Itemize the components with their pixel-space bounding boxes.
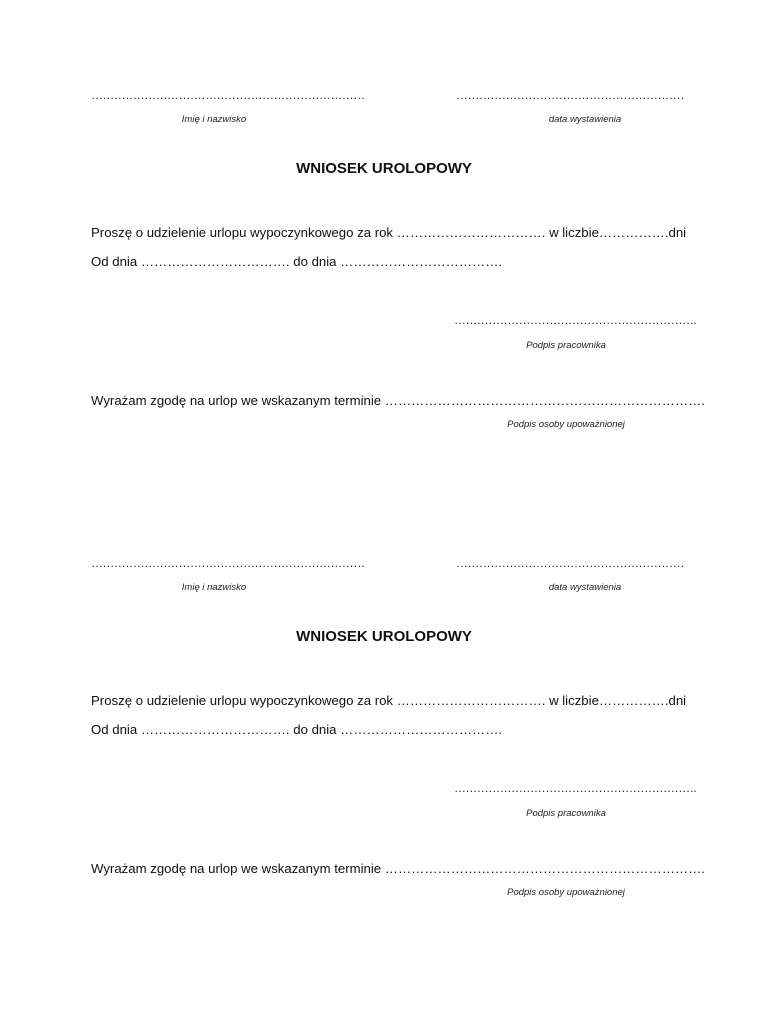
employee-signature-label: Podpis pracownika [526,340,606,351]
name-signature-line: ……………………………………………………………… [91,88,365,102]
name-label: Imię i nazwisko [181,114,247,125]
leave-request-form-1 [0,0,768,430]
authorized-signature-label: Podpis osoby upoważnionej [507,419,625,430]
form-title: WNIOSEK UROLOPOWY [296,628,472,645]
date-issued-label: data wystawienia [548,582,622,593]
date-issued-label: data wystawienia [548,114,622,125]
employee-signature-line: ………………………………………………………. [454,313,697,327]
consent-line: Wyrażam zgodę na urlop we wskazanym terminie ………………………………………………………………. [91,393,705,408]
employee-signature-label: Podpis pracownika [526,808,606,819]
form-title: WNIOSEK UROLOPOWY [296,160,472,177]
employee-signature-line: ………………………………………………………. [454,781,697,795]
authorized-signature-label: Podpis osoby upoważnionej [507,887,625,898]
leave-request-form-2 [0,468,768,898]
dates-line: Od dnia ……………………………. do dnia ………………………………. [91,254,503,269]
name-signature-line: ……………………………………………………………… [91,556,365,570]
consent-line: Wyrażam zgodę na urlop we wskazanym terminie ………………………………………………………………. [91,861,705,876]
request-line: Proszę o udzielenie urlopu wypoczynkowego za rok ……………………………. w liczbie…………….dni [91,693,687,708]
date-issued-line: …………………………………………………… [456,556,685,570]
date-issued-line: …………………………………………………… [456,88,685,102]
name-label: Imię i nazwisko [181,582,247,593]
dates-line: Od dnia ……………………………. do dnia ………………………………. [91,722,503,737]
request-line: Proszę o udzielenie urlopu wypoczynkowego za rok ……………………………. w liczbie…………….dni [91,225,687,240]
